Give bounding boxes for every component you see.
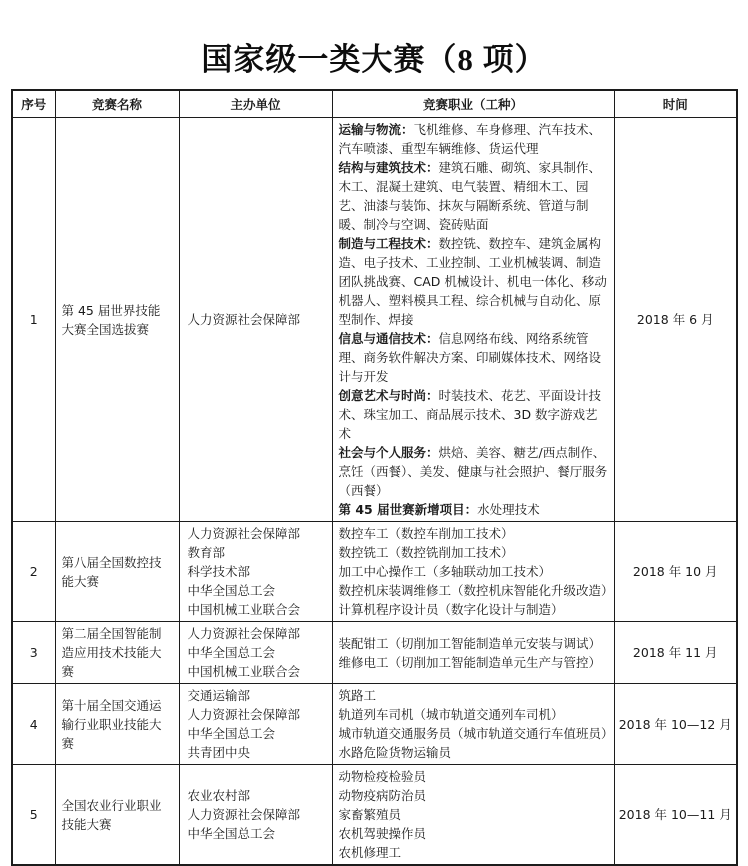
header-no: 序号 — [12, 90, 55, 118]
occupation-line: 社会与个人服务：烘焙、美容、糖艺/西点制作、烹饪（西餐）、美发、健康与社会照护、餐厅服务（西餐） — [338, 445, 608, 498]
occupation-line: 信息与通信技术：信息网络布线、网络系统管理、商务软件解决方案、印刷媒体技术、网络设计与开发 — [338, 331, 602, 384]
occupation-line: 计算机程序设计员（数字化设计与制造） — [338, 602, 564, 617]
header-organizer: 主办单位 — [179, 90, 332, 118]
occupation-list — [332, 622, 614, 684]
organizer-list — [179, 684, 332, 765]
occupation-line: 动物疫病防治员 — [338, 788, 427, 803]
occupation-line: 加工中心操作工（多轴联动加工技术） — [338, 564, 552, 579]
row-number: 3 — [12, 622, 55, 684]
competition-time: 2018 年 10—12 月 — [614, 684, 737, 765]
organizer-line: 教育部 — [187, 545, 226, 560]
occupation-line: 数控铣工（数控铣削加工技术） — [338, 545, 514, 560]
occupation-line: 创意艺术与时尚：时装技术、花艺、平面设计技术、珠宝加工、商品展示技术、3D 数字游戏艺术 — [338, 388, 602, 441]
header-time: 时间 — [614, 90, 737, 118]
row-number: 2 — [12, 522, 55, 622]
row-number: 4 — [12, 684, 55, 765]
table-header-row — [12, 90, 737, 118]
competition-name: 第 45 届世界技能大赛全国选拔赛 — [55, 118, 179, 522]
table-row — [12, 118, 737, 522]
competition-name: 第八届全国数控技能大赛 — [55, 522, 179, 622]
occupation-line: 家畜繁殖员 — [338, 807, 402, 822]
occupation-line: 筑路工 — [338, 688, 377, 703]
occupation-category-label: 运输与物流： — [338, 122, 414, 137]
occupation-category-label: 结构与建筑技术： — [338, 160, 439, 175]
organizer-list — [179, 765, 332, 866]
occupation-category-label: 第 45 届世赛新增项目： — [338, 502, 478, 517]
organizer-line: 中华全国总工会 — [187, 726, 276, 741]
occupation-category-label: 制造与工程技术： — [338, 236, 439, 251]
competition-name: 第二届全国智能制造应用技术技能大赛 — [55, 622, 179, 684]
row-number: 5 — [12, 765, 55, 866]
occupation-line: 农机驾驶操作员 — [338, 826, 427, 841]
competition-name: 第十届全国交通运输行业职业技能大赛 — [55, 684, 179, 765]
competition-name: 全国农业行业职业技能大赛 — [55, 765, 179, 866]
organizer-line: 人力资源社会保障部 — [187, 807, 301, 822]
occupation-category-label: 信息与通信技术： — [338, 331, 439, 346]
occupation-line: 运输与物流：飞机维修、车身修理、汽车技术、汽车喷漆、重型车辆维修、货运代理 — [338, 122, 602, 156]
header-occupations: 竞赛职业（工种） — [332, 90, 614, 118]
occupation-line: 维修电工（切削加工智能制造单元生产与管控） — [338, 654, 602, 670]
organizer-list — [179, 522, 332, 622]
occupation-line: 制造与工程技术：数控铣、数控车、建筑金属构造、电子技术、工业控制、工业机械装调、制造团队挑战赛、CAD 机械设计、机电一体化、移动机器人、塑料模具工程、综合机械与自动化、原型制作、焊接 — [338, 236, 607, 327]
occupation-list — [332, 765, 614, 866]
occupation-line: 结构与建筑技术：建筑石雕、砌筑、家具制作、木工、混凝土建筑、电气装置、精细木工、园艺、油漆与装饰、抹灰与隔断系统、管道与制暖、制冷与空调、瓷砖贴面 — [338, 160, 602, 232]
table-row — [12, 765, 737, 866]
competition-time: 2018 年 11 月 — [614, 622, 737, 684]
organizer-line: 人力资源社会保障部 — [187, 312, 301, 327]
organizer-line: 交通运输部 — [187, 688, 251, 703]
header-competition-name: 竞赛名称 — [55, 90, 179, 118]
organizer-line: 中国机械工业联合会 — [187, 602, 301, 617]
occupation-list — [332, 684, 614, 765]
organizer-line: 共青团中央 — [187, 745, 251, 760]
organizer-list — [179, 118, 332, 522]
organizer-line: 科学技术部 — [187, 564, 251, 579]
organizer-list — [179, 622, 332, 684]
occupation-list — [332, 118, 614, 522]
competition-time: 2018 年 6 月 — [614, 118, 737, 522]
organizer-line: 中华全国总工会 — [187, 826, 276, 841]
organizer-line: 人力资源社会保障部 — [187, 526, 301, 541]
table-body — [12, 118, 737, 866]
organizer-line: 人力资源社会保障部 — [187, 707, 301, 722]
organizer-line: 中国机械工业联合会 — [187, 664, 301, 679]
organizer-line: 农业农村部 — [187, 788, 251, 803]
competition-time: 2018 年 10 月 — [614, 522, 737, 622]
occupation-line: 第 45 届世赛新增项目：水处理技术 — [338, 502, 540, 517]
occupation-line: 数控机床装调维修工（数控机床智能化升级改造） — [338, 583, 614, 598]
organizer-line: 人力资源社会保障部 — [187, 626, 301, 641]
occupation-category-label: 创意艺术与时尚： — [338, 388, 439, 403]
competition-time: 2018 年 10—11 月 — [614, 765, 737, 866]
table-row — [12, 684, 737, 765]
occupation-line: 装配钳工（切削加工智能制造单元安装与调试） — [338, 635, 602, 651]
table-row — [12, 522, 737, 622]
occupation-line: 动物检疫检验员 — [338, 769, 427, 784]
occupation-line: 水路危险货物运输员 — [338, 745, 452, 760]
occupation-category-label: 社会与个人服务： — [338, 445, 439, 460]
occupation-line: 轨道列车司机（城市轨道交通列车司机） — [338, 707, 564, 722]
row-number: 1 — [12, 118, 55, 522]
occupation-line: 农机修理工 — [338, 845, 402, 860]
table-row — [12, 622, 737, 684]
competitions-table — [11, 89, 738, 866]
occupation-line: 城市轨道交通服务员（城市轨道交通行车值班员） — [338, 726, 614, 741]
occupation-line: 数控车工（数控车削加工技术） — [338, 526, 514, 541]
organizer-line: 中华全国总工会 — [187, 645, 276, 660]
occupation-list — [332, 522, 614, 622]
page-title: 国家级一类大赛（8 项） — [201, 42, 547, 77]
organizer-line: 中华全国总工会 — [187, 583, 276, 598]
